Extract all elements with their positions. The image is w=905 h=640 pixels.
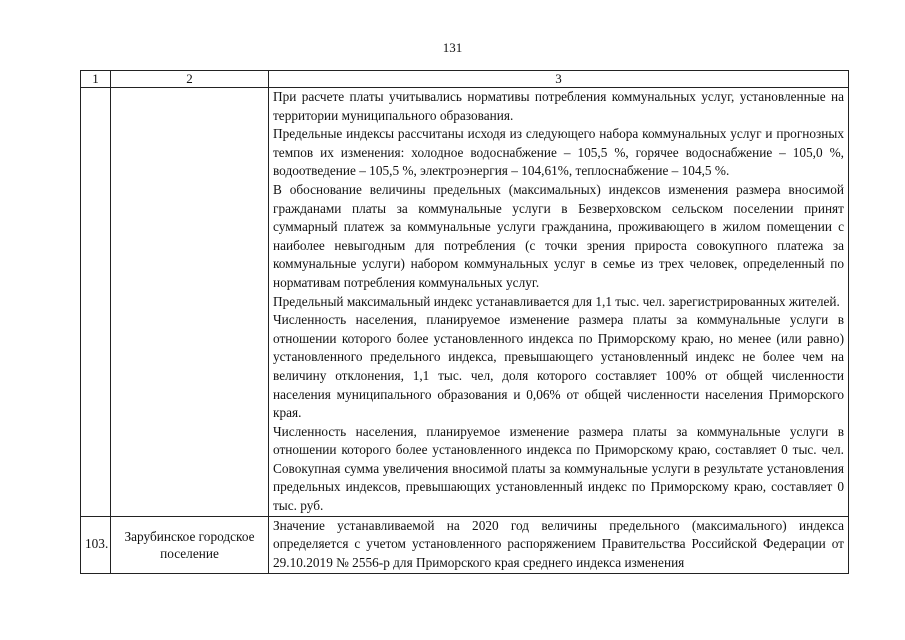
- page-number: 131: [442, 40, 463, 55]
- paragraph: Предельные индексы рассчитаны исходя из следующего набора коммунальных услуг и прогнозных темпов их изменения: холодное водоснабжение – 105,5 %, горячее водоснабжение – 105,0 %, водоотведение – 105,5 %, электроэнергия – 104,61%, теплоснабжение – 104,5 %.: [273, 126, 844, 179]
- description-cell: [269, 88, 849, 517]
- paragraph: Значение устанавливаемой на 2020 год величины предельного (максимального) индекса определяется с учетом установленного распоряжением Правительства Российской Федерации от 29.10.2019 № 2556-р для Приморского края среднего индекса изменения: [273, 517, 844, 570]
- table-row: [81, 516, 849, 573]
- paragraph: Численность населения, планируемое изменение размера платы за коммунальные услуги в отношении которого более установленного индекса по Приморскому краю, составляет 0 тыс. чел. Совокупная сумма увеличения вносимой платы за коммунальные услуги в результате установления предельных индексов, превышающих установленный индекс по Приморскому краю, составляет 0 тыс. руб.: [273, 423, 844, 514]
- row-number-cell: [81, 88, 111, 517]
- document-table: [80, 70, 849, 574]
- description-cell: [269, 516, 849, 573]
- municipality-name-cell: Зарубинское городское поселение: [111, 516, 269, 573]
- table-row: [81, 88, 849, 517]
- municipality-name-cell: [111, 88, 269, 517]
- header-cell-1: 1: [81, 71, 111, 88]
- header-cell-2: 2: [111, 71, 269, 88]
- paragraph: При расчете платы учитывались нормативы потребления коммунальных услуг, установленные на территории муниципального образования.: [273, 89, 844, 123]
- row-number-cell: 103.: [81, 516, 111, 573]
- table-header-row: [81, 71, 849, 88]
- paragraph: Численность населения, планируемое изменение размера платы за коммунальные услуги в отношении которого более установленного индекса по Приморскому краю, но менее (или равно) установленного предельного индекса, превышающего установленный индекс не более чем на величину отклонения, 1,1 тыс. чел, доля которого составляет 100% от общей численности населения муниципального образования и 0,06% от общей численности населения Приморского края.: [273, 312, 844, 421]
- paragraph: Предельный максимальный индекс устанавливается для 1,1 тыс. чел. зарегистрированных жителей.: [273, 293, 840, 309]
- header-cell-3: 3: [269, 71, 849, 88]
- paragraph: В обоснование величины предельных (максимальных) индексов изменения размера вносимой гражданами платы за коммунальные услуги в Безверховском сельском поселении принят суммарный платеж за коммунальные услуги гражданина, проживающего в жилом помещении с наиболее невыгодным для потребления (с точки зрения прироста совокупного платежа за коммунальные услуги) набором коммунальных услуг в семье из трех человек, определенный по нормативам потребления коммунальных услуг.: [273, 181, 844, 290]
